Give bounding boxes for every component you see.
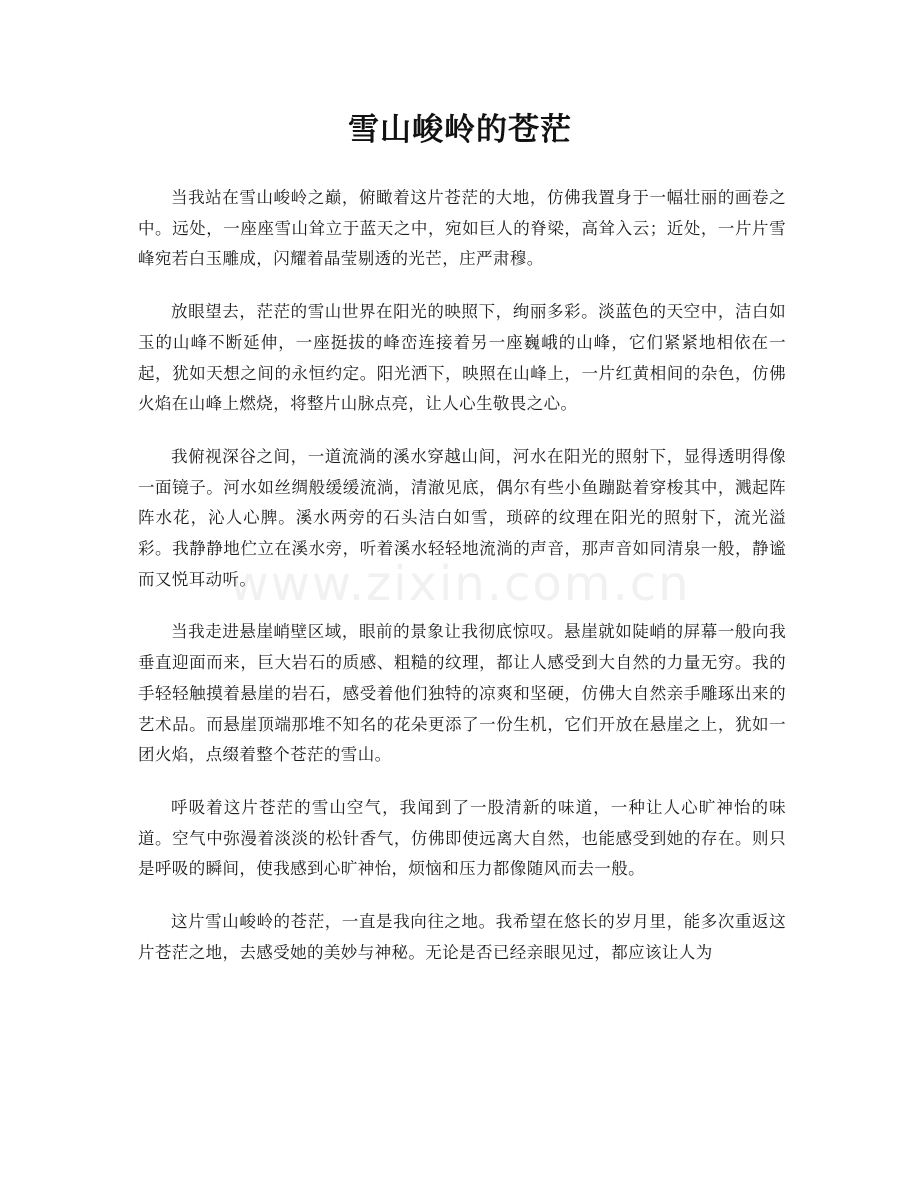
paragraph-3: 我俯视深谷之间，一道流淌的溪水穿越山间，河水在阳光的照射下，显得透明得像一面镜子。河水如丝绸般缓缓流淌，清澈见底，偶尔有些小鱼蹦跶着穿梭其中，溅起阵阵水花，沁人心脾。溪水两旁的石头洁白如雪，琐碎的纹理在阳光的照射下，流光溢彩。我静静地伫立在溪水旁，听着溪水轻轻地流淌的声音，那声音如同清泉一般，静谧而又悦耳动听。: [138, 446, 786, 589]
watermark: www.zixin.com.cn: [229, 556, 691, 612]
paragraph-5: 呼吸着这片苍茫的雪山空气，我闻到了一股清新的味道，一种让人心旷神怡的味道。空气中弥漫着淡淡的松针香气，仿佛即使远离大自然，也能感受到她的存在。则只是呼吸的瞬间，使我感到心旷神怡，烦恼和压力都像随风而去一般。: [138, 797, 786, 879]
document-title: 雪山峻岭的苍茫: [348, 112, 572, 148]
paragraph-6: 这片雪山峻岭的苍茫，一直是我向往之地。我希望在悠长的岁月里，能多次重返这片苍茫之地，去感受她的美妙与神秘。无论是否已经亲眼见过，都应该让人为: [138, 912, 786, 962]
paragraph-4: 当我走进悬崖峭壁区域，眼前的景象让我彻底惊叹。悬崖就如陡峭的屏幕一般向我垂直迎面而来，巨大岩石的质感、粗糙的纹理，都让人感受到大自然的力量无穷。我的手轻轻触摸着悬崖的岩石，感受着他们独特的凉爽和坚硬，仿佛大自然亲手雕琢出来的艺术品。而悬崖顶端那堆不知名的花朵更添了一份生机，它们开放在悬崖之上，犹如一团火焰，点缀着整个苍茫的雪山。: [138, 622, 786, 765]
document-body: [138, 183, 786, 990]
paragraph-2: 放眼望去，茫茫的雪山世界在阳光的映照下，绚丽多彩。淡蓝色的天空中，洁白如玉的山峰不断延伸，一座挺拔的峰峦连接着另一座巍峨的山峰，它们紧紧地相依在一起，犹如天想之间的永恒约定。阳光洒下，映照在山峰上，一片红黄相间的杂色，仿佛火焰在山峰上燃烧，将整片山脉点亮，让人心生敬畏之心。: [138, 302, 786, 414]
paragraph-1: 当我站在雪山峻岭之巅，俯瞰着这片苍茫的大地，仿佛我置身于一幅壮丽的画卷之中。远处，一座座雪山耸立于蓝天之中，宛如巨人的脊梁，高耸入云；近处，一片片雪峰宛若白玉雕成，闪耀着晶莹剔透的光芒，庄严肃穆。: [138, 188, 786, 269]
